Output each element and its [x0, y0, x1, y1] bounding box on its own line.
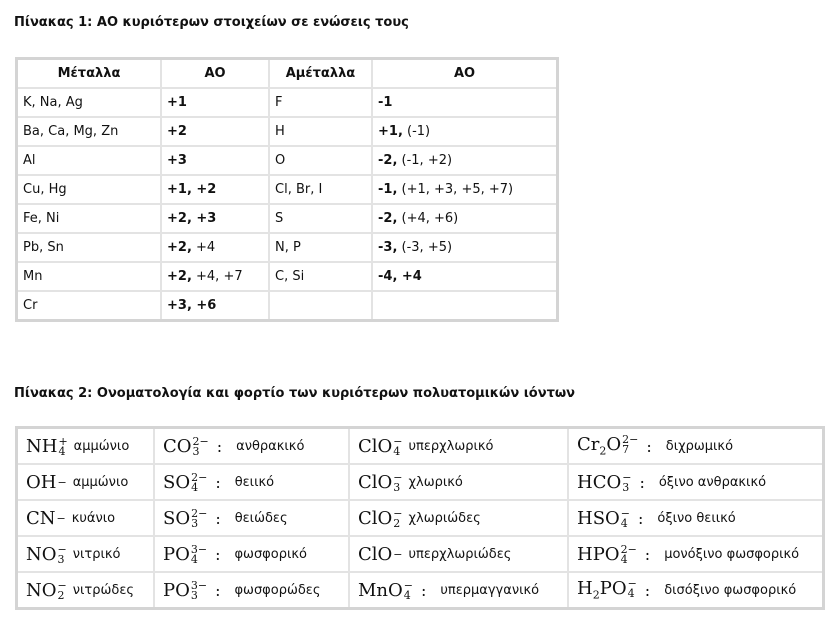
table-row: [17, 536, 824, 572]
metal-cell: K, Na, Ag: [17, 88, 162, 117]
metal-ao-main: +1, +2: [167, 182, 217, 197]
nonmetal-ao-extra: (-3, +5): [397, 240, 453, 255]
ion-cell: [349, 536, 568, 572]
nonmetal-ao-cell: [372, 291, 558, 321]
header-metals-ao: ΑΟ: [161, 59, 269, 89]
ion-name: ανθρακικό: [236, 438, 305, 454]
nonmetal-ao-extra: (+4, +6): [397, 211, 459, 226]
nonmetal-ao-extra: (-1, +2): [397, 153, 453, 168]
nonmetal-cell: Cl, Br, I: [269, 175, 372, 204]
colon: :: [421, 580, 427, 600]
ion-name: θειικό: [234, 474, 275, 490]
table-row: [17, 117, 558, 146]
nonmetal-ao-cell: [372, 175, 558, 204]
nonmetal-ao-extra: (+1, +3, +5, +7): [397, 182, 514, 197]
table-row: [17, 572, 824, 609]
table-row: [17, 175, 558, 204]
metal-cell: Pb, Sn: [17, 233, 162, 262]
metal-ao-cell: [161, 204, 269, 233]
metal-ao-cell: [161, 175, 269, 204]
table-row: [17, 500, 824, 536]
nonmetal-ao-cell: [372, 117, 558, 146]
ion-formula: HSO − 4: [577, 506, 631, 530]
nonmetal-cell: H: [269, 117, 372, 146]
nonmetal-ao-main: -2,: [378, 153, 398, 168]
ion-name: φωσφορώδες: [234, 582, 321, 598]
metal-ao-extra: +4: [191, 240, 216, 255]
ion-cell: [17, 428, 155, 465]
nonmetal-cell: C, Si: [269, 262, 372, 291]
metal-ao-main: +2,: [167, 269, 192, 284]
table-row: [17, 146, 558, 175]
oxidation-states-table: [15, 57, 559, 322]
nonmetal-ao-cell: [372, 146, 558, 175]
ion-formula: ClO − 2: [358, 506, 403, 530]
ion-cell: [17, 572, 155, 609]
table-row: [17, 262, 558, 291]
table1-header-row: [17, 59, 558, 89]
metal-ao-cell: [161, 117, 269, 146]
ion-formula: ClO −: [358, 543, 403, 565]
ion-cell: [349, 572, 568, 609]
ion-formula: PO 3− 3: [163, 578, 208, 602]
nonmetal-ao-main: -1: [378, 95, 393, 110]
nonmetal-ao-cell: [372, 204, 558, 233]
metal-ao-main: +2,: [167, 240, 192, 255]
table-row: [17, 291, 558, 321]
ion-cell: [568, 464, 824, 500]
metal-cell: Al: [17, 146, 162, 175]
colon: :: [215, 580, 221, 600]
ion-formula: $Cr_2O$ 2− 7: [577, 433, 639, 458]
metal-ao-cell: [161, 146, 269, 175]
ion-name: φωσφορικό: [234, 546, 307, 562]
ion-cell: [154, 464, 349, 500]
ion-formula: MnO − 4: [358, 578, 413, 602]
ion-name: αμμώνιο: [73, 438, 130, 454]
metal-ao-main: +2, +3: [167, 211, 217, 226]
ion-name: διχρωμικό: [665, 438, 734, 454]
metal-cell: Ba, Ca, Mg, Zn: [17, 117, 162, 146]
colon: :: [644, 580, 651, 600]
ion-name: δισόξινο φωσφορικό: [664, 582, 797, 598]
colon: :: [638, 508, 644, 528]
ion-name: θειώδες: [234, 510, 288, 526]
metal-cell: Fe, Ni: [17, 204, 162, 233]
ion-formula: SO 2− 4: [163, 470, 208, 494]
metal-ao-main: +3: [167, 153, 187, 168]
colon: :: [216, 436, 223, 456]
ion-cell: [568, 500, 824, 536]
ion-name: υπερμαγγανικό: [440, 582, 540, 598]
ion-name: μονόξινο φωσφορικό: [664, 546, 800, 562]
metal-ao-main: +3, +6: [167, 298, 217, 313]
nonmetal-cell: N, P: [269, 233, 372, 262]
polyatomic-ions-table: [15, 426, 825, 610]
nonmetal-ao-cell: [372, 88, 558, 117]
ion-formula: NO − 3: [26, 542, 67, 566]
ion-formula: SO 2− 3: [163, 506, 208, 530]
nonmetal-cell: O: [269, 146, 372, 175]
metal-ao-cell: [161, 262, 269, 291]
nonmetal-ao-extra: (-1): [402, 124, 431, 139]
ion-formula: CO 2− 3: [163, 434, 209, 458]
metal-ao-extra: +4, +7: [191, 269, 243, 284]
ion-formula: ClO − 3: [358, 470, 403, 494]
metal-ao-cell: [161, 291, 269, 321]
ion-cell: [568, 428, 824, 465]
ion-cell: [349, 500, 568, 536]
ion-name: χλωριώδες: [408, 510, 481, 526]
ion-cell: [17, 500, 155, 536]
metal-ao-cell: [161, 233, 269, 262]
metal-ao-main: +1: [167, 95, 187, 110]
ion-cell: [154, 500, 349, 536]
ion-formula: NO − 2: [26, 578, 67, 602]
nonmetal-ao-cell: [372, 233, 558, 262]
ion-cell: [568, 572, 824, 609]
header-nonmetals-ao: ΑΟ: [372, 59, 558, 89]
nonmetal-ao-main: -3,: [378, 240, 398, 255]
table-row: [17, 204, 558, 233]
ion-formula: HPO 2− 4: [577, 542, 637, 566]
metal-cell: Mn: [17, 262, 162, 291]
ion-name: κυάνιο: [71, 510, 116, 526]
ion-formula: $H_2PO$ − 4: [577, 577, 637, 602]
metal-ao-cell: [161, 88, 269, 117]
table-row: [17, 464, 824, 500]
ion-formula: PO 3− 4: [163, 542, 208, 566]
ion-name: νιτρικό: [72, 546, 121, 562]
ion-formula: HCO − 3: [577, 470, 632, 494]
table-row: [17, 428, 824, 465]
nonmetal-ao-main: -2,: [378, 211, 398, 226]
ion-name: χλωρικό: [408, 474, 463, 490]
ion-cell: [349, 464, 568, 500]
nonmetal-ao-main: -1,: [378, 182, 398, 197]
ion-cell: [568, 536, 824, 572]
nonmetal-cell: S: [269, 204, 372, 233]
ion-name: αμμώνιο: [72, 474, 129, 490]
ion-formula: OH −: [26, 471, 67, 493]
metal-cell: Cr: [17, 291, 162, 321]
nonmetal-ao-main: -4, +4: [378, 269, 422, 284]
colon: :: [639, 472, 645, 492]
ion-cell: [17, 536, 155, 572]
ion-name: νιτρώδες: [72, 582, 134, 598]
colon: :: [215, 508, 221, 528]
nonmetal-cell: [269, 291, 372, 321]
ion-formula: CN −: [26, 507, 66, 529]
ion-name: όξινο ανθρακικό: [658, 474, 767, 490]
metal-cell: Cu, Hg: [17, 175, 162, 204]
ion-cell: [17, 464, 155, 500]
nonmetal-cell: F: [269, 88, 372, 117]
colon: :: [215, 544, 221, 564]
nonmetal-ao-cell: [372, 262, 558, 291]
table-row: [17, 88, 558, 117]
metal-ao-main: +2: [167, 124, 187, 139]
ion-cell: [154, 428, 349, 465]
table-row: [17, 233, 558, 262]
colon: :: [644, 544, 651, 564]
colon: :: [215, 472, 221, 492]
ion-cell: [349, 428, 568, 465]
nonmetal-ao-main: +1,: [378, 124, 403, 139]
header-nonmetals: Αμέταλλα: [269, 59, 372, 89]
ion-name: υπερχλωρικό: [408, 438, 494, 454]
colon: :: [646, 436, 652, 456]
table1-title: Πίνακας 1: ΑΟ κυριότερων στοιχείων σε ενώσεις τους: [14, 15, 409, 30]
ion-name: υπερχλωριώδες: [408, 546, 512, 562]
ion-formula: ClO − 4: [358, 434, 403, 458]
ion-cell: [154, 536, 349, 572]
ion-name: όξινο θειικό: [657, 510, 736, 526]
header-metals: Μέταλλα: [17, 59, 162, 89]
table2-title: Πίνακας 2: Ονοματολογία και φορτίο των κυριότερων πολυατομικών ιόντων: [14, 386, 576, 401]
ion-formula: NH + 4: [26, 434, 68, 458]
ion-cell: [154, 572, 349, 609]
